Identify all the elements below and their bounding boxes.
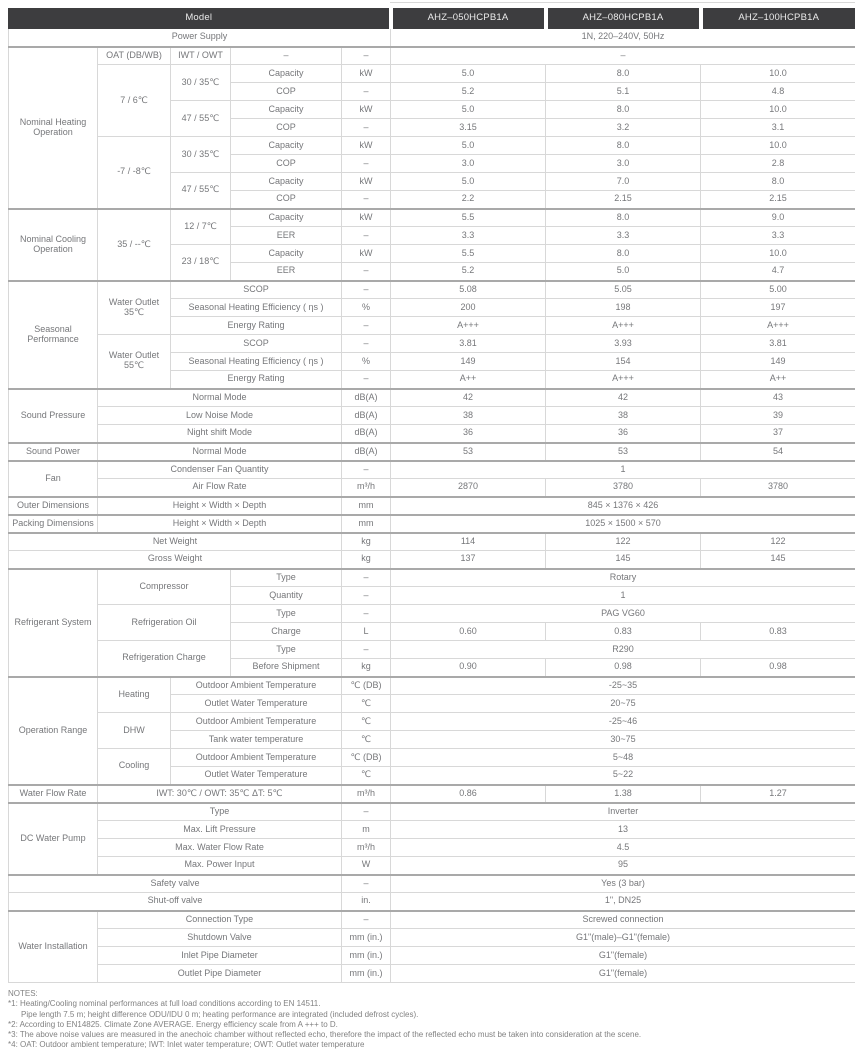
unit-cell: ℃ <box>342 731 391 749</box>
unit-cell: m³/h <box>342 479 391 497</box>
unit-cell: kW <box>342 209 391 227</box>
spec-cell: Outlet Pipe Diameter <box>98 965 342 983</box>
spec-cell: 3.15 <box>391 119 546 137</box>
spec-cell: 2.15 <box>701 191 855 209</box>
unit-cell: – <box>342 569 391 587</box>
spec-cell: 3.81 <box>701 335 855 353</box>
spec-cell: Connection Type <box>98 911 342 929</box>
unit-cell: mm (in.) <box>342 929 391 947</box>
spec-cell: 3.2 <box>546 119 701 137</box>
spec-cell: 36 <box>546 425 701 443</box>
spec-cell: 0.90 <box>391 659 546 677</box>
unit-cell: mm <box>342 515 391 533</box>
spec-cell: Outdoor Ambient Temperature <box>171 677 342 695</box>
unit-cell: ℃ (DB) <box>342 749 391 767</box>
spec-cell: G1"(female) <box>391 947 855 965</box>
spec-cell: 2.2 <box>391 191 546 209</box>
table-row <box>9 749 855 767</box>
spec-cell: A+++ <box>701 317 855 335</box>
spec-cell: 5.5 <box>391 245 546 263</box>
spec-cell: Before Shipment <box>231 659 342 677</box>
table-row <box>9 803 855 821</box>
spec-cell: 42 <box>391 389 546 407</box>
table-row <box>9 713 855 731</box>
spec-cell: 5.08 <box>391 281 546 299</box>
spec-cell: 4.8 <box>701 83 855 101</box>
unit-cell: mm (in.) <box>342 947 391 965</box>
spec-table <box>8 8 855 983</box>
spec-cell: 3.0 <box>546 155 701 173</box>
unit-cell: ℃ (DB) <box>342 677 391 695</box>
spec-cell: 10.0 <box>701 137 855 155</box>
unit-cell: kg <box>342 659 391 677</box>
spec-cell: Height × Width × Depth <box>98 497 342 515</box>
spec-cell: OAT (DB/WB) <box>98 47 171 65</box>
spec-cell: 3.93 <box>546 335 701 353</box>
spec-cell: 36 <box>391 425 546 443</box>
table-row <box>9 407 855 425</box>
spec-cell: 198 <box>546 299 701 317</box>
spec-cell: 5.5 <box>391 209 546 227</box>
spec-cell: Condenser Fan Quantity <box>98 461 342 479</box>
spec-cell: COP <box>231 191 342 209</box>
spec-cell: 137 <box>391 551 546 569</box>
spec-cell: Energy Rating <box>171 317 342 335</box>
power-supply-value: 1N, 220–240V, 50Hz <box>391 29 855 47</box>
spec-cell: 0.98 <box>546 659 701 677</box>
spec-cell: 200 <box>391 299 546 317</box>
section-label: Operation Range <box>9 677 98 785</box>
spec-cell: Water Outlet 55℃ <box>98 335 171 389</box>
spec-cell: 8.0 <box>546 65 701 83</box>
table-row <box>9 875 855 893</box>
spec-cell: Type <box>98 803 342 821</box>
spec-cell: Inlet Pipe Diameter <box>98 947 342 965</box>
table-row <box>9 137 855 155</box>
spec-cell: 39 <box>701 407 855 425</box>
model-column-header: AHZ–080HCPB1A <box>546 9 701 29</box>
spec-cell: 53 <box>391 443 546 461</box>
spec-cell: 2.15 <box>546 191 701 209</box>
unit-cell: dB(A) <box>342 407 391 425</box>
unit-cell: in. <box>342 893 391 911</box>
unit-cell: – <box>342 803 391 821</box>
notes-section <box>8 989 855 1051</box>
unit-cell: m <box>342 821 391 839</box>
unit-cell: – <box>342 47 391 65</box>
spec-cell: 8.0 <box>546 101 701 119</box>
model-header-row <box>9 9 855 29</box>
table-row <box>9 857 855 875</box>
spec-cell: – <box>391 47 855 65</box>
spec-cell: 5~22 <box>391 767 855 785</box>
section-label: Safety valve <box>9 875 342 893</box>
table-row <box>9 821 855 839</box>
spec-cell: 43 <box>701 389 855 407</box>
unit-cell: – <box>342 335 391 353</box>
spec-cell: 3780 <box>546 479 701 497</box>
unit-cell: % <box>342 299 391 317</box>
model-header-label: Model <box>9 9 391 29</box>
table-row <box>9 533 855 551</box>
spec-cell: A+++ <box>546 371 701 389</box>
spec-cell: 53 <box>546 443 701 461</box>
unit-cell: kW <box>342 65 391 83</box>
spec-cell: Inverter <box>391 803 855 821</box>
spec-cell: 122 <box>701 533 855 551</box>
table-row <box>9 929 855 947</box>
spec-cell: Outdoor Ambient Temperature <box>171 713 342 731</box>
spec-cell: 12 / 7℃ <box>171 209 231 245</box>
spec-cell: Heating <box>98 677 171 713</box>
spec-cell: 9.0 <box>701 209 855 227</box>
spec-cell: Capacity <box>231 101 342 119</box>
spec-cell: Low Noise Mode <box>98 407 342 425</box>
spec-cell: 30 / 35℃ <box>171 65 231 101</box>
spec-cell: Normal Mode <box>98 443 342 461</box>
section-label: Fan <box>9 461 98 497</box>
spec-cell: Tank water temperature <box>171 731 342 749</box>
table-row <box>9 965 855 983</box>
spec-cell: Screwed connection <box>391 911 855 929</box>
unit-cell: dB(A) <box>342 425 391 443</box>
unit-cell: % <box>342 353 391 371</box>
spec-cell: 4.5 <box>391 839 855 857</box>
spec-cell: 8.0 <box>546 137 701 155</box>
spec-cell: 1", DN25 <box>391 893 855 911</box>
spec-cell: 3.3 <box>701 227 855 245</box>
spec-cell: 0.86 <box>391 785 546 803</box>
spec-cell: Quantity <box>231 587 342 605</box>
section-label: Shut-off valve <box>9 893 342 911</box>
spec-cell: 0.98 <box>701 659 855 677</box>
unit-cell: mm <box>342 497 391 515</box>
table-row <box>9 839 855 857</box>
spec-cell: Capacity <box>231 209 342 227</box>
table-row <box>9 443 855 461</box>
unit-cell: – <box>342 371 391 389</box>
spec-cell: 3.81 <box>391 335 546 353</box>
spec-cell: 3780 <box>701 479 855 497</box>
unit-cell: dB(A) <box>342 443 391 461</box>
spec-cell: 95 <box>391 857 855 875</box>
table-row <box>9 65 855 83</box>
spec-cell: Capacity <box>231 173 342 191</box>
unit-cell: kg <box>342 551 391 569</box>
spec-cell: Air Flow Rate <box>98 479 342 497</box>
table-row <box>9 893 855 911</box>
spec-cell: 30~75 <box>391 731 855 749</box>
spec-cell: EER <box>231 227 342 245</box>
spec-cell: 5.0 <box>546 263 701 281</box>
spec-cell: 5.0 <box>391 101 546 119</box>
unit-cell: – <box>342 191 391 209</box>
section-label: Water Flow Rate <box>9 785 98 803</box>
spec-cell: Refrigeration Charge <box>98 641 231 677</box>
unit-cell: kW <box>342 137 391 155</box>
spec-cell: 5.2 <box>391 263 546 281</box>
spec-cell: 5~48 <box>391 749 855 767</box>
spec-cell: Seasonal Heating Efficiency ( ηs ) <box>171 353 342 371</box>
unit-cell: ℃ <box>342 713 391 731</box>
unit-cell: – <box>342 911 391 929</box>
spec-cell: SCOP <box>171 281 342 299</box>
spec-cell: G1"(female) <box>391 965 855 983</box>
note-line: *4: OAT: Outdoor ambient temperature; IWT: Inlet water temperature; OWT: Outlet water temperature <box>8 1040 365 1050</box>
spec-cell: Type <box>231 641 342 659</box>
spec-cell: Night shift Mode <box>98 425 342 443</box>
section-label: Seasonal Performance <box>9 281 98 389</box>
table-row <box>9 641 855 659</box>
spec-cell: 114 <box>391 533 546 551</box>
section-label: DC Water Pump <box>9 803 98 875</box>
spec-cell: 2870 <box>391 479 546 497</box>
table-row <box>9 29 855 47</box>
spec-cell: PAG VG60 <box>391 605 855 623</box>
spec-cell: 35 / --℃ <box>98 209 171 281</box>
spec-cell: A+++ <box>546 317 701 335</box>
model-column-header: AHZ–100HCPB1A <box>701 9 855 29</box>
spec-cell: 1 <box>391 461 855 479</box>
section-label: Packing Dimensions <box>9 515 98 533</box>
table-row <box>9 389 855 407</box>
spec-cell: Normal Mode <box>98 389 342 407</box>
spec-cell: 0.60 <box>391 623 546 641</box>
spec-cell: 38 <box>391 407 546 425</box>
spec-cell: Water Outlet 35℃ <box>98 281 171 335</box>
table-row <box>9 497 855 515</box>
spec-cell: Height × Width × Depth <box>98 515 342 533</box>
table-row <box>9 947 855 965</box>
unit-cell: kW <box>342 245 391 263</box>
spec-cell: 1.38 <box>546 785 701 803</box>
unit-cell: kW <box>342 173 391 191</box>
spec-cell: 30 / 35℃ <box>171 137 231 173</box>
spec-cell: IWT: 30℃ / OWT: 35℃ ΔT: 5℃ <box>98 785 342 803</box>
spec-cell: Refrigeration Oil <box>98 605 231 641</box>
spec-cell: 122 <box>546 533 701 551</box>
note-line: Pipe length 7.5 m; height difference ODU/IDU 0 m; heating performance are integrated (included defrost cycles). <box>21 1009 419 1019</box>
spec-cell: 1.27 <box>701 785 855 803</box>
unit-cell: – <box>342 119 391 137</box>
spec-cell: IWT / OWT <box>171 47 231 65</box>
spec-cell: 0.83 <box>701 623 855 641</box>
unit-cell: kg <box>342 533 391 551</box>
unit-cell: – <box>342 605 391 623</box>
spec-cell: 10.0 <box>701 65 855 83</box>
section-label: Sound Pressure <box>9 389 98 443</box>
unit-cell: – <box>342 317 391 335</box>
spec-cell: 145 <box>701 551 855 569</box>
spec-cell: 154 <box>546 353 701 371</box>
section-label: Gross Weight <box>9 551 342 569</box>
spec-cell: 3.0 <box>391 155 546 173</box>
unit-cell: – <box>342 83 391 101</box>
spec-cell: Max. Power Input <box>98 857 342 875</box>
spec-cell: Max. Lift Pressure <box>98 821 342 839</box>
section-label: Nominal Cooling Operation <box>9 209 98 281</box>
spec-cell: 8.0 <box>546 209 701 227</box>
spec-cell: 5.0 <box>391 65 546 83</box>
table-row <box>9 515 855 533</box>
table-row <box>9 785 855 803</box>
spec-cell: Type <box>231 605 342 623</box>
spec-cell: 42 <box>546 389 701 407</box>
spec-cell: 7.0 <box>546 173 701 191</box>
table-row <box>9 605 855 623</box>
table-row <box>9 479 855 497</box>
unit-cell: – <box>342 461 391 479</box>
table-row <box>9 551 855 569</box>
spec-cell: -7 / -8℃ <box>98 137 171 209</box>
spec-cell: 5.0 <box>391 173 546 191</box>
spec-cell: 145 <box>546 551 701 569</box>
spec-cell: Rotary <box>391 569 855 587</box>
power-supply-label: Power Supply <box>9 29 391 47</box>
spec-cell: 10.0 <box>701 101 855 119</box>
spec-cell: Outlet Water Temperature <box>171 695 342 713</box>
table-row <box>9 335 855 353</box>
spec-cell: 20~75 <box>391 695 855 713</box>
unit-cell: – <box>342 587 391 605</box>
spec-cell: 1025 × 1500 × 570 <box>391 515 855 533</box>
spec-cell: 5.05 <box>546 281 701 299</box>
section-label: Refrigerant System <box>9 569 98 677</box>
spec-cell: 10.0 <box>701 245 855 263</box>
unit-cell: – <box>342 281 391 299</box>
spec-cell: A++ <box>391 371 546 389</box>
spec-cell: Outlet Water Temperature <box>171 767 342 785</box>
spec-cell: Seasonal Heating Efficiency ( ηs ) <box>171 299 342 317</box>
spec-cell: COP <box>231 119 342 137</box>
section-label: Outer Dimensions <box>9 497 98 515</box>
spec-cell: 149 <box>701 353 855 371</box>
spec-cell: 845 × 1376 × 426 <box>391 497 855 515</box>
spec-cell: Yes (3 bar) <box>391 875 855 893</box>
spec-cell: Type <box>231 569 342 587</box>
spec-cell: 197 <box>701 299 855 317</box>
spec-cell: 0.83 <box>546 623 701 641</box>
spec-cell: 149 <box>391 353 546 371</box>
table-row <box>9 47 855 65</box>
spec-cell: Compressor <box>98 569 231 605</box>
spec-cell: Cooling <box>98 749 171 785</box>
spec-cell: 5.0 <box>391 137 546 155</box>
spec-cell: R290 <box>391 641 855 659</box>
spec-cell: 7 / 6℃ <box>98 65 171 137</box>
table-row <box>9 677 855 695</box>
notes-title: NOTES: <box>8 989 38 998</box>
spec-cell: 23 / 18℃ <box>171 245 231 281</box>
spec-cell: 2.8 <box>701 155 855 173</box>
spec-cell: 8.0 <box>701 173 855 191</box>
table-row <box>9 425 855 443</box>
spec-cell: SCOP <box>171 335 342 353</box>
table-row <box>9 281 855 299</box>
unit-cell: – <box>342 875 391 893</box>
spec-cell: 47 / 55℃ <box>171 101 231 137</box>
unit-cell: mm (in.) <box>342 965 391 983</box>
spec-cell: -25~35 <box>391 677 855 695</box>
unit-cell: kW <box>342 101 391 119</box>
unit-cell: ℃ <box>342 695 391 713</box>
spec-cell: Capacity <box>231 137 342 155</box>
unit-cell: dB(A) <box>342 389 391 407</box>
spec-cell: Capacity <box>231 65 342 83</box>
unit-cell: – <box>342 155 391 173</box>
spec-cell: Energy Rating <box>171 371 342 389</box>
table-row <box>9 209 855 227</box>
spec-cell: A++ <box>701 371 855 389</box>
model-column-header: AHZ–050HCPB1A <box>391 9 546 29</box>
spec-cell: 3.3 <box>391 227 546 245</box>
spec-cell: 13 <box>391 821 855 839</box>
unit-cell: m³/h <box>342 785 391 803</box>
table-row <box>9 461 855 479</box>
section-label: Sound Power <box>9 443 98 461</box>
note-line: *2: According to EN14825. Climate Zone AVERAGE. Energy efficiency scale from A +++ to D. <box>8 1019 338 1029</box>
page-top-rule <box>390 2 855 3</box>
spec-cell: 3.3 <box>546 227 701 245</box>
spec-cell: Capacity <box>231 245 342 263</box>
spec-cell: 4.7 <box>701 263 855 281</box>
unit-cell: – <box>342 227 391 245</box>
spec-cell: A+++ <box>391 317 546 335</box>
spec-cell: 5.2 <box>391 83 546 101</box>
spec-cell: 54 <box>701 443 855 461</box>
spec-cell: 5.00 <box>701 281 855 299</box>
spec-cell: G1"(male)–G1"(female) <box>391 929 855 947</box>
spec-cell: Outdoor Ambient Temperature <box>171 749 342 767</box>
table-row <box>9 911 855 929</box>
spec-cell: Max. Water Flow Rate <box>98 839 342 857</box>
spec-cell: -25~46 <box>391 713 855 731</box>
spec-cell: 1 <box>391 587 855 605</box>
note-line: *1: Heating/Cooling nominal performances at full load conditions according to EN 14511. <box>8 999 321 1009</box>
unit-cell: m³/h <box>342 839 391 857</box>
spec-cell: DHW <box>98 713 171 749</box>
spec-cell: 38 <box>546 407 701 425</box>
section-label: Water Installation <box>9 911 98 983</box>
spec-cell: 8.0 <box>546 245 701 263</box>
note-line: *3: The above noise values are measured in the anechoic chamber without reflected echo, therefore the impact of the reflected echo must be taken into consideration at the scene. <box>8 1030 642 1040</box>
unit-cell: W <box>342 857 391 875</box>
unit-cell: – <box>342 263 391 281</box>
section-label: Net Weight <box>9 533 342 551</box>
unit-cell: – <box>342 641 391 659</box>
spec-cell: Charge <box>231 623 342 641</box>
spec-cell: EER <box>231 263 342 281</box>
table-row <box>9 569 855 587</box>
spec-cell: 3.1 <box>701 119 855 137</box>
spec-cell: 5.1 <box>546 83 701 101</box>
spec-cell: 47 / 55℃ <box>171 173 231 209</box>
unit-cell: L <box>342 623 391 641</box>
spec-cell: COP <box>231 83 342 101</box>
spec-cell: COP <box>231 155 342 173</box>
unit-cell: ℃ <box>342 767 391 785</box>
spec-cell: Shutdown Valve <box>98 929 342 947</box>
section-label: Nominal Heating Operation <box>9 47 98 209</box>
spec-cell: 37 <box>701 425 855 443</box>
spec-cell: – <box>231 47 342 65</box>
